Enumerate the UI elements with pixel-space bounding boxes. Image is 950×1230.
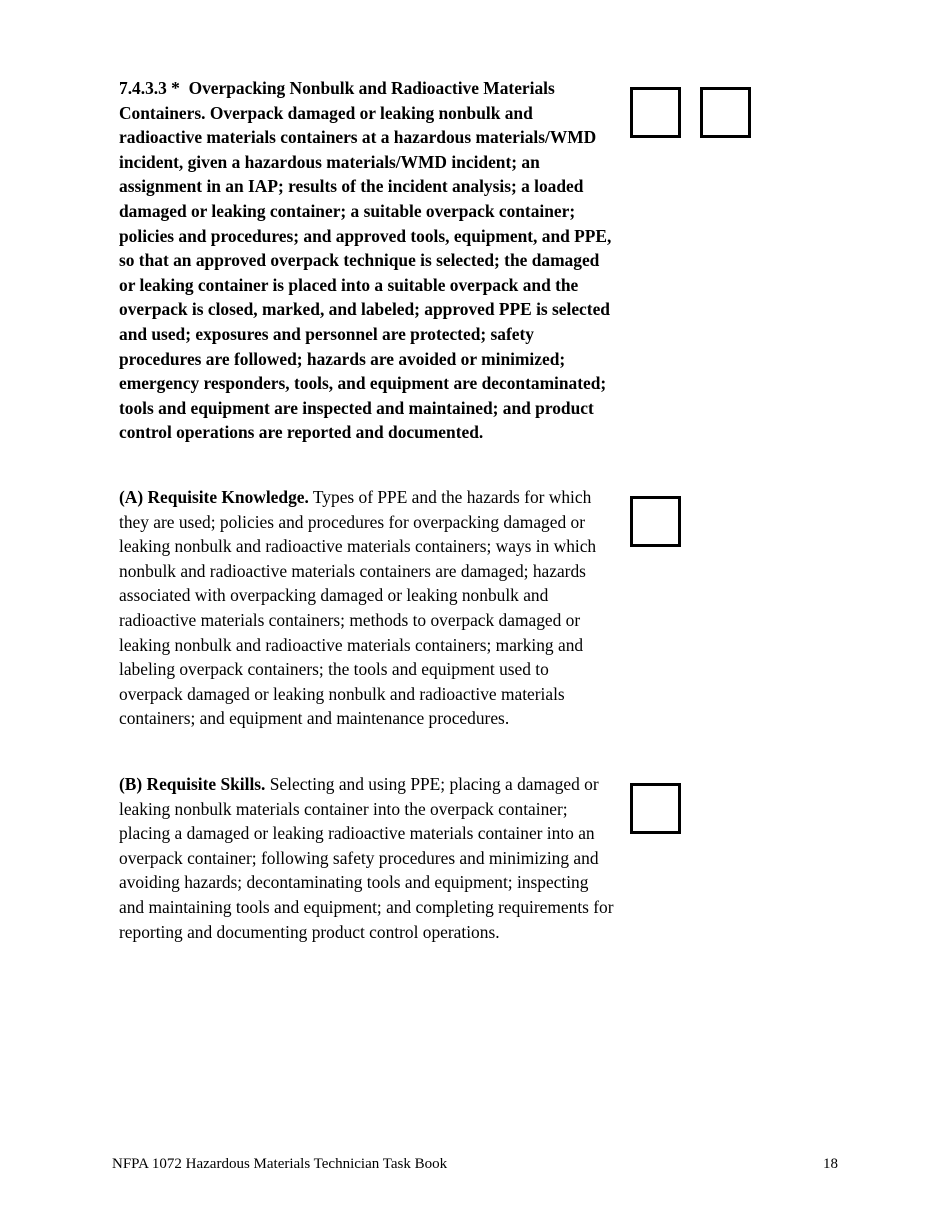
section-paragraph <box>119 76 615 445</box>
section-number: 7.4.3.3 * <box>119 78 180 98</box>
section-title: Overpacking Nonbulk and Radioactive Materials Containers. <box>119 78 555 123</box>
requisite-knowledge <box>119 485 615 731</box>
signoff-checkbox-2[interactable] <box>700 87 751 138</box>
skills-paragraph <box>119 772 615 944</box>
knowledge-checkbox[interactable] <box>630 496 681 547</box>
skills-label: (B) Requisite Skills. <box>119 774 266 794</box>
page-number: 18 <box>823 1156 838 1172</box>
section-7-4-3-3 <box>119 76 615 445</box>
knowledge-label: (A) Requisite Knowledge. <box>119 487 309 507</box>
footer-title: NFPA 1072 Hazardous Materials Technician Task Book <box>112 1156 448 1172</box>
skills-text: Selecting and using PPE; placing a damaged or leaking nonbulk materials container into the overpack container; placing a damaged or leaking radioactive materials container into an overpack container; following safety procedures and minimizing and avoiding hazards; decontaminating tools and equipment; inspecting and maintaining tools and equipment; and completing requirements for reporting and documenting product control operations. <box>119 774 614 942</box>
signoff-checkbox-1[interactable] <box>630 87 681 138</box>
knowledge-text: Types of PPE and the hazards for which they are used; policies and procedures for overpacking damaged or leaking nonbulk and radioactive materials containers; ways in which nonbulk and radioactive materials containers are damaged; hazards associated with overpacking damaged or leaking nonbulk and radioactive materials containers; methods to overpack damaged or leaking nonbulk and radioactive materials containers; marking and labeling overpack containers; the tools and equipment used to overpack damaged or leaking nonbulk and radioactive materials containers; and equipment and maintenance procedures. <box>119 487 597 729</box>
requisite-skills <box>119 772 615 944</box>
section-body: Overpack damaged or leaking nonbulk and radioactive materials containers at a hazardous materials/WMD incident, given a hazardous materials/WMD incident; an assignment in an IAP; results of the incident analysis; a loaded damaged or leaking container; a suitable overpack container; policies and procedures; and approved tools, equipment, and PPE, so that an approved overpack technique is selected; the damaged or leaking container is placed into a suitable overpack and the overpack is closed, marked, and labeled; approved PPE is selected and used; exposures and personnel are protected; safety procedures are followed; hazards are avoided or minimized; emergency responders, tools, and equipment are decontaminated; tools and equipment are inspected and maintained; and product control operations are reported and documented. <box>119 102 612 443</box>
knowledge-paragraph <box>119 485 615 731</box>
skills-checkbox[interactable] <box>630 783 681 834</box>
